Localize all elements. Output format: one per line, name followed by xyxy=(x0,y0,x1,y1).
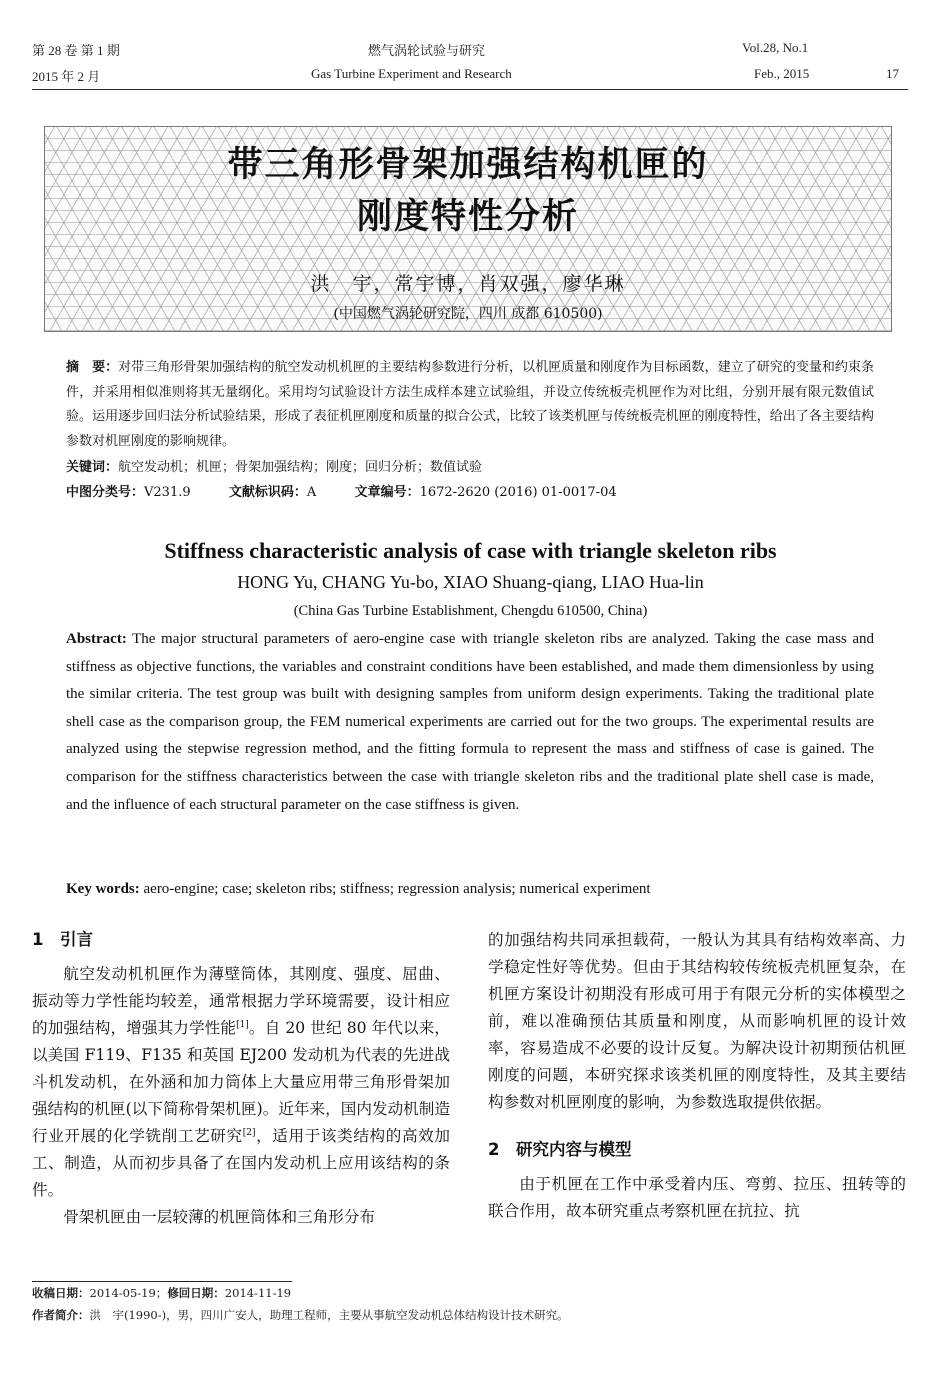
abstract-en-label: Abstract: xyxy=(66,631,127,647)
affiliation-en: (China Gas Turbine Establishment, Chengdu 610500, China) xyxy=(293,603,648,619)
authors-en: HONG Yu, CHANG Yu-bo, XIAO Shuang-qiang, LIAO Hua-lin xyxy=(237,572,704,592)
intro-text-a: 航空发动机机匣作为薄壁筒体，其刚度、强度、屈曲、振动等力学性能均较差，通常根据力学环境需要，设计相应的加强结构，增强其力学性能 xyxy=(32,965,450,1037)
section-1-heading: 1 引言 xyxy=(32,930,93,949)
keywords-en-label: Key words: xyxy=(66,881,140,897)
body-left-column xyxy=(32,926,450,1231)
authors-cn: 洪 宇，常宇博，肖双强，廖华琳 xyxy=(310,273,626,295)
body-right-column xyxy=(488,927,906,1225)
article-number-label: 文章编号： xyxy=(354,485,420,500)
abstract-cn-label: 摘 要： xyxy=(66,360,119,375)
author-bio xyxy=(32,1307,569,1323)
clc-label: 中图分类号： xyxy=(66,485,145,500)
intro-text-c: ，适用于该类结构的高效加工、制造，从而初步具备了在国内发动机上应用该结构的条件。 xyxy=(32,1127,450,1199)
title-banner xyxy=(44,126,892,332)
keywords-en xyxy=(66,876,874,904)
keywords-cn-text: 航空发动机；机匣；骨架加强结构；刚度；回归分析；数值试验 xyxy=(118,460,483,475)
abstract-cn-text: 对带三角形骨架加强结构的航空发动机机匣的主要结构参数进行分析，以机匣质量和刚度作为目标函数，建立了研究的变量和约束条件，并采用相似准则将其无量纲化。采用均匀试验设计方法生成样本建立试验组，并设立传统板壳机匣作为对比组，分别开展有限元数值试验。运用逐步回归法分析试验结果，形成了表征机匣刚度和质量的拟合公式，比较了该类机匣与传统板壳机匣的刚度特性，给出了各主要结构参数对机匣刚度的影响规律。 xyxy=(66,360,874,449)
affiliation-cn: (中国燃气涡轮研究院，四川 成都 610500) xyxy=(333,306,603,322)
paragraph-research: 由于机匣在工作中承受着内压、弯剪、拉压、扭转等的联合作用，故本研究重点考察机匣在抗拉、抗 xyxy=(488,1175,906,1220)
received-date: 2014-05-19； xyxy=(89,1286,168,1300)
section-2-heading: 2 研究内容与模型 xyxy=(488,1140,632,1159)
paragraph-continued: 的加强结构共同承担载荷，一般认为其具有结构效率高、力学稳定性好等优势。但由于其结构较传统板壳机匣复杂，在机匣方案设计初期没有形成可用于有限元分析的实体模型之前，难以准确预估其质量和刚度，从而影响机匣的设计效率，容易造成不必要的设计反复。为解决设计初期预估机匣刚度的问题，本研究探求该类机匣的刚度特性，及其主要结构参数对机匣刚度的影响，为参数选取提供依据。 xyxy=(488,931,906,1111)
classification-line xyxy=(66,481,874,506)
abstract-cn xyxy=(66,356,874,454)
reference-1: [1] xyxy=(236,1019,249,1030)
journal-volume-en: Vol.28, No.1 xyxy=(742,40,809,55)
revised-label: 修回日期： xyxy=(167,1286,225,1300)
received-label: 收稿日期： xyxy=(32,1286,90,1300)
abstract-en xyxy=(66,626,874,819)
bio-label: 作者简介： xyxy=(32,1308,90,1322)
intro-text-b: 。自 20 世纪 80 年代以来，以美国 F119、F135 和英国 EJ200 发动机为代表的先进战斗机发动机，在外涵和加力筒体上大量应用带三角形骨架加强结构的机匣(以下简称骨架机匣)。近年来，国内发动机制造行业开展的化学铣削工艺研究 xyxy=(32,1019,450,1145)
journal-volume-cn: 第 28 卷 第 1 期 xyxy=(32,43,120,58)
bio-text: 洪 宇(1990-)，男，四川广安人，助理工程师，主要从事航空发动机总体结构设计技术研究。 xyxy=(89,1308,569,1322)
revised-date: 2014-11-19 xyxy=(224,1286,292,1300)
journal-name-cn: 燃气涡轮试验与研究 xyxy=(368,43,486,58)
paragraph-intro xyxy=(32,961,450,1204)
header-rule xyxy=(32,89,908,90)
journal-name-en: Gas Turbine Experiment and Research xyxy=(311,66,512,81)
keywords-cn-label: 关键词： xyxy=(66,460,119,475)
journal-date-cn: 2015 年 2 月 xyxy=(32,69,101,84)
paper-title-en: Stiffness characteristic analysis of case with triangle skeleton ribs xyxy=(164,538,777,563)
paper-title-line2: 刚度特性分析 xyxy=(356,197,579,237)
reference-2: [2] xyxy=(242,1127,256,1138)
doc-code-value: A xyxy=(306,485,317,500)
keywords-cn xyxy=(66,456,874,481)
journal-date-en: Feb., 2015 xyxy=(754,66,810,81)
paper-title-line1: 带三角形骨架加强结构机匣的 xyxy=(227,145,709,185)
paragraph-skeleton-case: 骨架机匣由一层较薄的机匣筒体和三角形分布 xyxy=(63,1208,376,1226)
abstract-en-text: The major structural parameters of aero-engine case with triangle skeleton ribs are analyzed. Taking the case mass and stiffness as objective functions, the variables and constraint conditions have been established, and made them dimensionless by using the similar criteria. The test group was built with designing samples from uniform design experiments. Taking the traditional plate shell case as the comparison group, the FEM numerical experiments are carried out for the two groups. The experimental results are analyzed using the stepwise regression method, and the fitting formula to represent the mass and stiffness of case is gained. The comparison for the stiffness characteristics between the case with triangle skeleton ribs and the traditional plate shell case is made, and the influence of each structural parameter on the case stiffness is given. xyxy=(66,631,874,813)
clc-value: V231.9 xyxy=(144,485,191,500)
footnote-rule xyxy=(32,1281,292,1282)
page-number: 17 xyxy=(886,66,899,81)
article-number-value: 1672-2620 (2016) 01-0017-04 xyxy=(419,485,617,500)
doc-code-label: 文献标识码： xyxy=(228,485,307,500)
keywords-en-text: aero-engine; case; skeleton ribs; stiffness; regression analysis; numerical experiment xyxy=(143,881,651,897)
received-dates xyxy=(32,1285,291,1301)
